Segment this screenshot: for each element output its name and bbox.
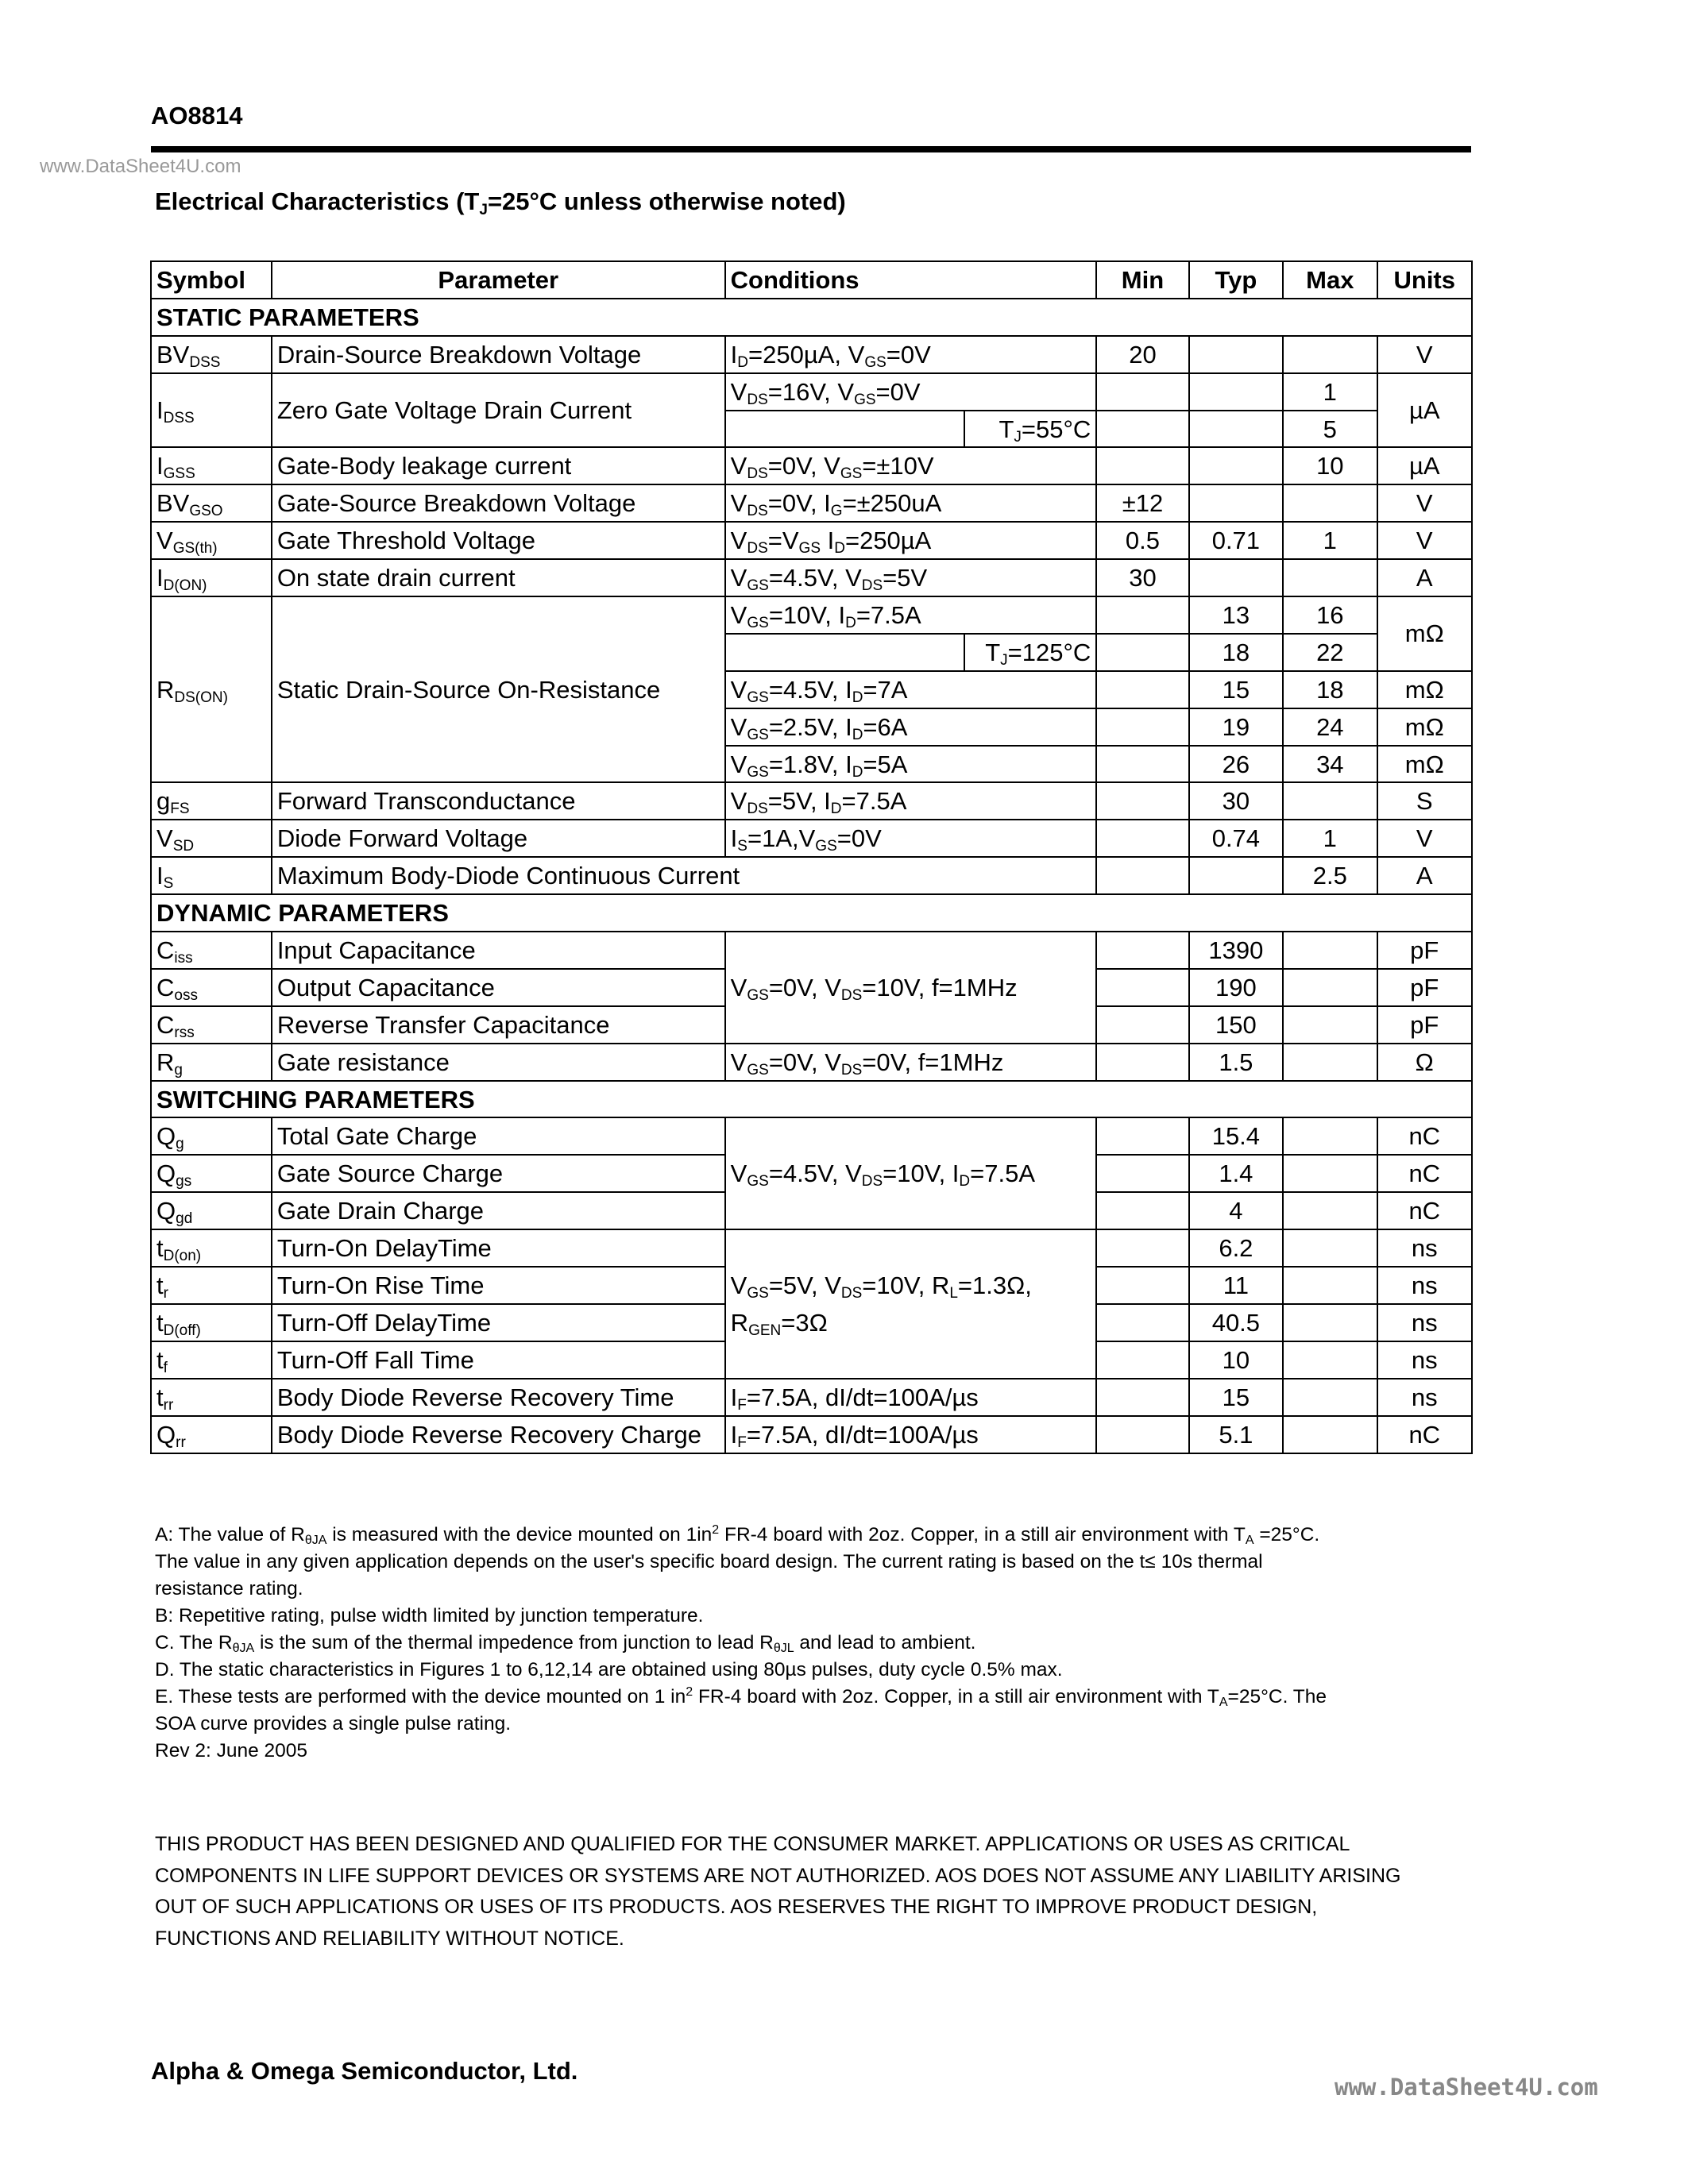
- table-row: [151, 373, 1472, 411]
- min-cell: [1096, 1229, 1188, 1267]
- max-cell: [1283, 559, 1377, 596]
- min-cell: [1096, 782, 1188, 820]
- max-cell: [1283, 1416, 1377, 1453]
- parameter-cell: Gate Source Charge: [272, 1155, 725, 1192]
- watermark-top[interactable]: www.DataSheet4U.com: [40, 156, 241, 177]
- unit-cell: Ω: [1377, 1044, 1472, 1081]
- min-cell: [1096, 746, 1188, 783]
- conditions-cell: $V_{GS}=10V$, $I_D=7.5A$: [725, 596, 1097, 634]
- min-cell: [1096, 1416, 1188, 1453]
- header-min: Min: [1096, 261, 1188, 299]
- unit-cell: ns: [1377, 1229, 1472, 1267]
- parameter-cell: Diode Forward Voltage: [272, 820, 725, 857]
- unit-cell: mΩ: [1377, 596, 1472, 671]
- conditions-cell: $V_{DS}=16V$, $V_{GS}=0V$: [725, 373, 1097, 411]
- unit-cell: A: [1377, 559, 1472, 596]
- symbol-cell: $I_{D(ON)}$: [151, 559, 272, 596]
- unit-cell: V: [1377, 522, 1472, 559]
- typ-cell: 15: [1189, 1379, 1283, 1416]
- typ-cell: [1189, 411, 1283, 448]
- parameter-cell: Reverse Transfer Capacitance: [272, 1006, 725, 1044]
- typ-cell: 4: [1189, 1192, 1283, 1229]
- max-cell: [1283, 1341, 1377, 1379]
- conditions-cell: $I_F=7.5A$, dI/dt=100A/µs: [725, 1416, 1097, 1453]
- max-cell: 22: [1283, 634, 1377, 671]
- unit-cell: nC: [1377, 1117, 1472, 1155]
- symbol-cell: $BV_{DSS}$: [151, 336, 272, 373]
- min-cell: [1096, 1192, 1188, 1229]
- conditions-cell: $I_S=1A,V_{GS}=0V$: [725, 820, 1097, 857]
- symbol-cell: $V_{SD}$: [151, 820, 272, 857]
- conditions-spacer: [725, 634, 965, 671]
- header-parameter: Parameter: [272, 261, 725, 299]
- typ-cell: [1189, 484, 1283, 522]
- conditions-cell: $V_{GS}=0V$, $V_{DS}=10V$, f=1MHz: [725, 932, 1097, 1044]
- electrical-characteristics-table: [150, 260, 1473, 1454]
- symbol-cell: $Q_{rr}$: [151, 1416, 272, 1453]
- max-cell: [1283, 1304, 1377, 1341]
- min-cell: ±12: [1096, 484, 1188, 522]
- unit-cell: pF: [1377, 1006, 1472, 1044]
- typ-cell: 13: [1189, 596, 1283, 634]
- table-row: [151, 1229, 1472, 1267]
- min-cell: [1096, 634, 1188, 671]
- symbol-cell: $I_{DSS}$: [151, 373, 272, 448]
- conditions-cell: $V_{DS}=5V$, $I_D=7.5A$: [725, 782, 1097, 820]
- section-switching: SWITCHING PARAMETERS: [151, 1081, 1472, 1118]
- parameter-cell: Gate Drain Charge: [272, 1192, 725, 1229]
- note-a-line-2: The value in any given application depends on the user's specific board design. The current rating is based on the t≤ 10s thermal: [155, 1551, 1263, 1572]
- max-cell: [1283, 1267, 1377, 1304]
- min-cell: [1096, 932, 1188, 969]
- max-cell: [1283, 336, 1377, 373]
- max-cell: 1: [1283, 522, 1377, 559]
- parameter-cell: Output Capacitance: [272, 969, 725, 1006]
- min-cell: [1096, 1267, 1188, 1304]
- note-b: B: Repetitive rating, pulse width limited by junction temperature.: [155, 1605, 704, 1626]
- typ-cell: 5.1: [1189, 1416, 1283, 1453]
- conditions-cell: $V_{DS}=0V$, $V_{GS}=\pm 10V$: [725, 447, 1097, 484]
- disclaimer-line: OUT OF SUCH APPLICATIONS OR USES OF ITS PRODUCTS. AOS RESERVES THE RIGHT TO IMPROVE PRODUCT DESIGN,: [155, 1896, 1318, 1918]
- typ-cell: 10: [1189, 1341, 1283, 1379]
- disclaimer: [155, 1829, 1505, 1954]
- symbol-cell: $t_f$: [151, 1341, 272, 1379]
- min-cell: [1096, 1155, 1188, 1192]
- min-cell: [1096, 1304, 1188, 1341]
- max-cell: 16: [1283, 596, 1377, 634]
- part-number: AO8814: [151, 102, 243, 129]
- max-cell: [1283, 932, 1377, 969]
- header-rule: [151, 146, 1471, 152]
- conditions-cell: $T_J=55^\circ C$: [964, 411, 1096, 448]
- parameter-cell: Total Gate Charge: [272, 1117, 725, 1155]
- min-cell: [1096, 708, 1188, 746]
- parameter-cell: Input Capacitance: [272, 932, 725, 969]
- conditions-cell: $V_{GS}=2.5V$, $I_D=6A$: [725, 708, 1097, 746]
- typ-cell: [1189, 857, 1283, 894]
- conditions-cell: $V_{GS}=4.5V$, $I_D=7A$: [725, 671, 1097, 708]
- parameter-cell: Maximum Body-Diode Continuous Current: [272, 857, 1096, 894]
- symbol-cell: $t_{rr}$: [151, 1379, 272, 1416]
- symbol-cell: $Q_g$: [151, 1117, 272, 1155]
- conditions-cell: $V_{GS}=1.8V$, $I_D=5A$: [725, 746, 1097, 783]
- typ-cell: 26: [1189, 746, 1283, 783]
- symbol-cell: $V_{GS(th)}$: [151, 522, 272, 559]
- conditions-cell: $V_{DS}=V_{GS}$ $I_D=250\mu A$: [725, 522, 1097, 559]
- max-cell: [1283, 1192, 1377, 1229]
- unit-cell: ns: [1377, 1304, 1472, 1341]
- symbol-cell: $Q_{gs}$: [151, 1155, 272, 1192]
- max-cell: [1283, 1006, 1377, 1044]
- conditions-cell: $T_J=125^\circ C$: [964, 634, 1096, 671]
- min-cell: [1096, 447, 1188, 484]
- unit-cell: µA: [1377, 373, 1472, 448]
- min-cell: [1096, 596, 1188, 634]
- symbol-cell: $I_{GSS}$: [151, 447, 272, 484]
- min-cell: 20: [1096, 336, 1188, 373]
- header-typ: Typ: [1189, 261, 1283, 299]
- typ-cell: 0.74: [1189, 820, 1283, 857]
- max-cell: [1283, 1155, 1377, 1192]
- note-e-line-2: SOA curve provides a single pulse rating.: [155, 1713, 512, 1734]
- unit-cell: V: [1377, 484, 1472, 522]
- max-cell: 2.5: [1283, 857, 1377, 894]
- symbol-cell: $t_r$: [151, 1267, 272, 1304]
- unit-cell: ns: [1377, 1341, 1472, 1379]
- unit-cell: pF: [1377, 932, 1472, 969]
- unit-cell: nC: [1377, 1416, 1472, 1453]
- symbol-cell: $C_{iss}$: [151, 932, 272, 969]
- note-c: C. The $R_{\theta JA}$ is the sum of the thermal impedence from junction to lead $R_{\theta JL}$ and lead to ambient.: [155, 1632, 976, 1655]
- table-row: [151, 522, 1472, 559]
- min-cell: [1096, 373, 1188, 411]
- parameter-cell: Gate-Source Breakdown Voltage: [272, 484, 725, 522]
- conditions-cell: [725, 1229, 1097, 1379]
- parameter-cell: Static Drain-Source On-Resistance: [272, 596, 725, 782]
- min-cell: [1096, 820, 1188, 857]
- table-row: [151, 559, 1472, 596]
- table-row: [151, 1379, 1472, 1416]
- symbol-cell: $t_{D(off)}$: [151, 1304, 272, 1341]
- min-cell: [1096, 411, 1188, 448]
- table-row: [151, 596, 1472, 634]
- min-cell: 30: [1096, 559, 1188, 596]
- max-cell: [1283, 1044, 1377, 1081]
- typ-cell: 19: [1189, 708, 1283, 746]
- unit-cell: mΩ: [1377, 746, 1472, 783]
- typ-cell: [1189, 336, 1283, 373]
- unit-cell: nC: [1377, 1155, 1472, 1192]
- unit-cell: S: [1377, 782, 1472, 820]
- section-static: STATIC PARAMETERS: [151, 299, 1472, 336]
- header-conditions: Conditions: [725, 261, 1097, 299]
- parameter-cell: Turn-On DelayTime: [272, 1229, 725, 1267]
- typ-cell: 6.2: [1189, 1229, 1283, 1267]
- symbol-cell: $R_{DS(ON)}$: [151, 596, 272, 782]
- table-row: [151, 782, 1472, 820]
- typ-cell: 1.4: [1189, 1155, 1283, 1192]
- header-row: [151, 261, 1472, 299]
- max-cell: [1283, 969, 1377, 1006]
- max-cell: 24: [1283, 708, 1377, 746]
- unit-cell: pF: [1377, 969, 1472, 1006]
- max-cell: 1: [1283, 820, 1377, 857]
- table-row: [151, 336, 1472, 373]
- conditions-cell: $V_{GS}=4.5V$, $V_{DS}=5V$: [725, 559, 1097, 596]
- max-cell: [1283, 1117, 1377, 1155]
- typ-cell: 15: [1189, 671, 1283, 708]
- typ-cell: [1189, 447, 1283, 484]
- note-e-line-1: E. These tests are performed with the device mounted on 1 $in^2$ FR-4 board with 2oz. Copper, in a still air environment with $T_A=25^\circ C$. The: [155, 1685, 1327, 1709]
- note-a-line-1: A: The value of $R_{\theta JA}$ is measured with the device mounted on $1in^2$ FR-4 board with 2oz. Copper, in a still air environment with $T_A =25^\circ C$.: [155, 1523, 1320, 1547]
- unit-cell: A: [1377, 857, 1472, 894]
- typ-cell: 40.5: [1189, 1304, 1283, 1341]
- symbol-cell: $Q_{gd}$: [151, 1192, 272, 1229]
- table-row: [151, 447, 1472, 484]
- max-cell: [1283, 484, 1377, 522]
- header-max: Max: [1283, 261, 1377, 299]
- parameter-cell: Turn-Off DelayTime: [272, 1304, 725, 1341]
- note-d: D. The static characteristics in Figures 1 to 6,12,14 are obtained using 80µs pulses, duty cycle 0.5% max.: [155, 1659, 1063, 1680]
- parameter-cell: Gate resistance: [272, 1044, 725, 1081]
- unit-cell: ns: [1377, 1267, 1472, 1304]
- min-cell: [1096, 857, 1188, 894]
- unit-cell: ns: [1377, 1379, 1472, 1416]
- min-cell: [1096, 1006, 1188, 1044]
- conditions-cell: $I_D=250\mu A$, $V_{GS}=0V$: [725, 336, 1097, 373]
- conditions-cell: $V_{DS}=0V$, $I_G=\pm 250uA$: [725, 484, 1097, 522]
- table-row: [151, 932, 1472, 969]
- section-dynamic: DYNAMIC PARAMETERS: [151, 894, 1472, 932]
- symbol-cell: $BV_{GSO}$: [151, 484, 272, 522]
- typ-cell: 30: [1189, 782, 1283, 820]
- typ-cell: [1189, 373, 1283, 411]
- parameter-cell: Gate-Body leakage current: [272, 447, 725, 484]
- typ-cell: 1390: [1189, 932, 1283, 969]
- typ-cell: 150: [1189, 1006, 1283, 1044]
- parameter-cell: Turn-On Rise Time: [272, 1267, 725, 1304]
- min-cell: [1096, 1044, 1188, 1081]
- max-cell: 34: [1283, 746, 1377, 783]
- typ-cell: 11: [1189, 1267, 1283, 1304]
- max-cell: [1283, 1229, 1377, 1267]
- unit-cell: mΩ: [1377, 671, 1472, 708]
- min-cell: [1096, 671, 1188, 708]
- conditions-cell: $I_F=7.5A$, dI/dt=100A/µs: [725, 1379, 1097, 1416]
- unit-cell: V: [1377, 336, 1472, 373]
- table-row: [151, 1416, 1472, 1453]
- typ-cell: 18: [1189, 634, 1283, 671]
- min-cell: [1096, 1117, 1188, 1155]
- parameter-cell: Zero Gate Voltage Drain Current: [272, 373, 725, 448]
- parameter-cell: Body Diode Reverse Recovery Charge: [272, 1416, 725, 1453]
- parameter-cell: Body Diode Reverse Recovery Time: [272, 1379, 725, 1416]
- footnotes: [155, 1522, 1458, 1765]
- parameter-cell: Gate Threshold Voltage: [272, 522, 725, 559]
- symbol-cell: $C_{rss}$: [151, 1006, 272, 1044]
- symbol-cell: $I_S$: [151, 857, 272, 894]
- header-units: Units: [1377, 261, 1472, 299]
- company-name: Alpha & Omega Semiconductor, Ltd.: [151, 2057, 578, 2085]
- unit-cell: mΩ: [1377, 708, 1472, 746]
- max-cell: 1: [1283, 373, 1377, 411]
- disclaimer-line: COMPONENTS IN LIFE SUPPORT DEVICES OR SYSTEMS ARE NOT AUTHORIZED. AOS DOES NOT ASSUME ANY LIABILITY ARISING: [155, 1864, 1401, 1887]
- symbol-cell: $R_g$: [151, 1044, 272, 1081]
- parameter-cell: Drain-Source Breakdown Voltage: [272, 336, 725, 373]
- disclaimer-line: THIS PRODUCT HAS BEEN DESIGNED AND QUALIFIED FOR THE CONSUMER MARKET. APPLICATIONS OR USES AS CRITICAL: [155, 1833, 1350, 1855]
- table-row: [151, 857, 1472, 894]
- max-cell: 5: [1283, 411, 1377, 448]
- section-title: Electrical Characteristics ($T_J=25^\circ C$ unless otherwise noted): [155, 187, 846, 218]
- switching-condition-line-2: $R_{GEN}=3\Omega$: [730, 1308, 828, 1339]
- table-row: [151, 1117, 1472, 1155]
- parameter-cell: Turn-Off Fall Time: [272, 1341, 725, 1379]
- min-cell: 0.5: [1096, 522, 1188, 559]
- watermark-bottom[interactable]: www.DataSheet4U.com: [1335, 2074, 1598, 2101]
- parameter-cell: Forward Transconductance: [272, 782, 725, 820]
- min-cell: [1096, 1379, 1188, 1416]
- typ-cell: [1189, 559, 1283, 596]
- max-cell: [1283, 1379, 1377, 1416]
- conditions-spacer: [725, 411, 965, 448]
- unit-cell: nC: [1377, 1192, 1472, 1229]
- revision: Rev 2: June 2005: [155, 1740, 308, 1761]
- table-row: [151, 484, 1472, 522]
- table-row: [151, 820, 1472, 857]
- symbol-cell: $t_{D(on)}$: [151, 1229, 272, 1267]
- header-symbol: Symbol: [151, 261, 272, 299]
- symbol-cell: $g_{FS}$: [151, 782, 272, 820]
- max-cell: [1283, 782, 1377, 820]
- min-cell: [1096, 1341, 1188, 1379]
- note-a-line-3: resistance rating.: [155, 1578, 303, 1599]
- max-cell: 10: [1283, 447, 1377, 484]
- min-cell: [1096, 969, 1188, 1006]
- symbol-cell: $C_{oss}$: [151, 969, 272, 1006]
- conditions-cell: $V_{GS}=0V$, $V_{DS}=0V$, f=1MHz: [725, 1044, 1097, 1081]
- max-cell: 18: [1283, 671, 1377, 708]
- typ-cell: 15.4: [1189, 1117, 1283, 1155]
- conditions-cell: $V_{GS}=4.5V$, $V_{DS}=10V$, $I_D=7.5A$: [725, 1117, 1097, 1229]
- switching-condition-line-1: $V_{GS}=5V$, $V_{DS}=10V$, $R_L=1.3\Omega$,: [730, 1271, 1032, 1302]
- table-row: [151, 1044, 1472, 1081]
- unit-cell: µA: [1377, 447, 1472, 484]
- typ-cell: 190: [1189, 969, 1283, 1006]
- unit-cell: V: [1377, 820, 1472, 857]
- disclaimer-line: FUNCTIONS AND RELIABILITY WITHOUT NOTICE.: [155, 1927, 624, 1950]
- typ-cell: 0.71: [1189, 522, 1283, 559]
- typ-cell: 1.5: [1189, 1044, 1283, 1081]
- parameter-cell: On state drain current: [272, 559, 725, 596]
